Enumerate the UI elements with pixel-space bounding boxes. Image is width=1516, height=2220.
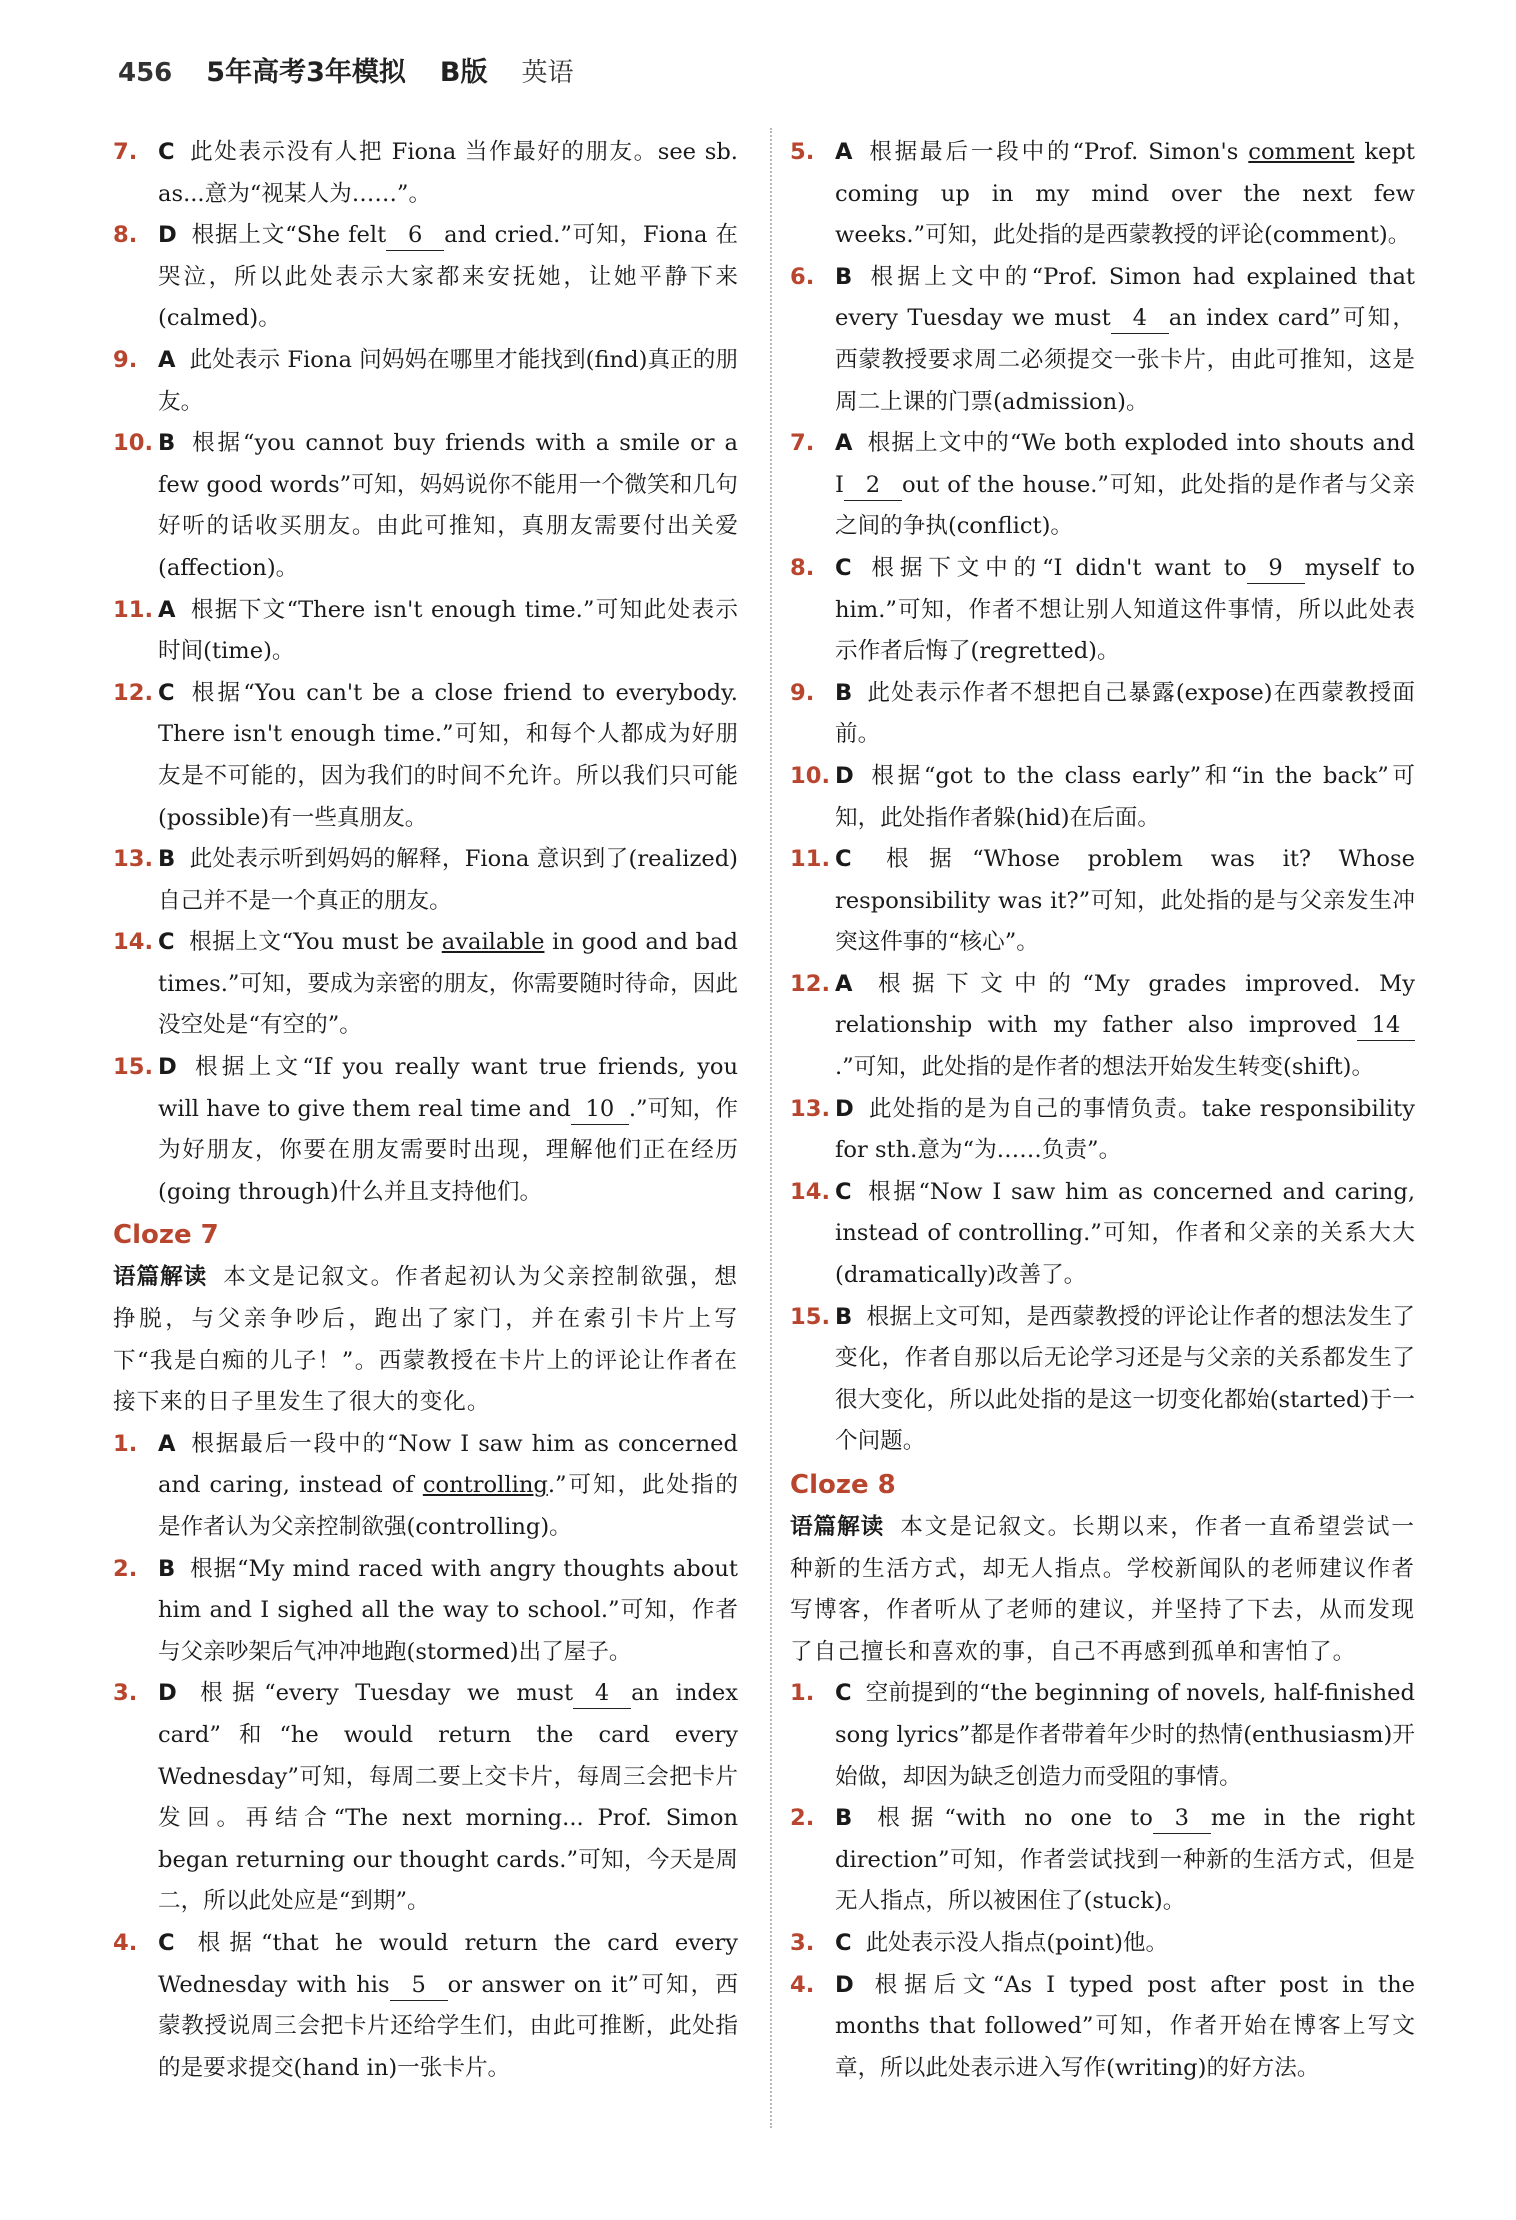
answer-letter: C (158, 929, 175, 956)
item-number: 2. (790, 1805, 815, 1832)
explanation-text: 此处表示作者不想把自己暴露(expose)在西蒙教授面前。 (835, 679, 1415, 748)
explanation-text: or answer on it”可知，西蒙教授说周三会把卡片还给学生们，由此可推断，此处指的是要求提交(hand in)一张卡片。 (158, 1971, 738, 2081)
book-edition: B版 (439, 57, 488, 88)
answer-item (790, 423, 1415, 548)
explanation-text: 此处表示 Fiona 问妈妈在哪里才能找到(find)真正的朋友。 (158, 346, 738, 415)
explanation-text: 根据最后一段中的“Prof. Simon's (866, 139, 1249, 165)
explanation-text: myself to him.”可知，作者不想让别人知道这件事情，所以此处表示作者后悔了(regretted)。 (835, 554, 1415, 665)
answer-letter: B (158, 430, 176, 457)
answer-item (113, 423, 738, 589)
item-number: 10. (113, 430, 154, 457)
explanation-text: an index card”和“he would return the card every Wednesday”可知，每周二要上交卡片，每周三会把卡片发回。再结合“The next morning... Prof. Simon began returning our thought cards.”可知，今天是周二，所以此处应是“到期”。 (158, 1680, 739, 1915)
answer-item (790, 839, 1415, 964)
item-number: 15. (113, 1054, 154, 1081)
item-number: 6. (790, 263, 815, 290)
answer-item (790, 1297, 1415, 1463)
explanation-text: 此处表示没人指点(point)他。 (865, 1929, 1169, 1956)
item-number: 4. (790, 1971, 815, 1998)
answer-letter: C (158, 139, 175, 165)
answer-list (113, 132, 738, 1213)
item-number: 7. (113, 139, 138, 165)
book-title: 5年高考3年模拟 (206, 57, 406, 88)
explanation-text: .”可知，此处指的是作者认为父亲控制欲强(controlling)。 (158, 1472, 738, 1540)
explanation-text: an index card”可知，西蒙教授要求周二必须提交一张卡片，由此可推知，这是周二上课的门票(admission)。 (835, 305, 1415, 415)
answer-item (113, 215, 738, 340)
explanation-text: 此处指的是为自己的事情负责。take responsibility for sth.意为“为……负责”。 (835, 1095, 1415, 1164)
answer-letter: A (835, 139, 853, 165)
blank-number: 14 (1357, 1010, 1415, 1041)
blank-number: 3 (1153, 1803, 1211, 1834)
item-number: 5. (790, 139, 815, 165)
column-divider (770, 128, 772, 2128)
answer-item (790, 1673, 1415, 1798)
cloze7-intro (113, 1257, 738, 1423)
answer-letter: A (835, 970, 853, 997)
item-number: 8. (113, 222, 138, 249)
blank-number: 2 (844, 470, 902, 501)
answer-letter: D (158, 222, 177, 249)
explanation-text: 根据“every Tuesday we must (190, 1680, 574, 1707)
explanation-text: 根据下文“There isn't enough time.”可知此处表示时间(time)。 (158, 596, 738, 665)
blank-number: 9 (1247, 553, 1305, 584)
item-number: 11. (790, 846, 831, 873)
explanation-text: 根据“that he would return the card every Wednesday with his (158, 1929, 738, 1998)
answer-letter: C (835, 846, 852, 873)
answer-list (113, 1424, 738, 2090)
intro-text: 本文是记叙文。作者起初认为父亲控制欲强，想挣脱，与父亲争吵后，跑出了家门，并在索引卡片上写下“我是白痴的儿子！”。西蒙教授在卡片上的评论让作者在接下来的日子里发生了很大的变化。 (113, 1264, 738, 1416)
answer-letter: C (835, 1178, 852, 1205)
explanation-text: 根据上文“She felt (190, 222, 387, 249)
explanation-text: 根据“with no one to (866, 1805, 1153, 1832)
item-number: 15. (790, 1303, 831, 1330)
item-number: 8. (790, 554, 815, 581)
explanation-text: me in the right direction”可知，作者尝试找到一种新的生活方式，但是无人指点，所以被困住了(stuck)。 (835, 1805, 1415, 1915)
item-number: 13. (113, 846, 154, 873)
item-number: 1. (790, 1680, 815, 1707)
answer-letter: C (835, 1680, 852, 1707)
answer-item (790, 1923, 1415, 1965)
explanation-text: .”可知，此处指的是作者的想法开始发生转变(shift)。 (835, 1054, 1375, 1081)
answer-item (113, 132, 738, 215)
answer-letter: C (835, 1929, 852, 1956)
explanation-text: 根据“you cannot buy friends with a smile or a few good words”可知，妈妈说你不能用一个微笑和几句好听的话收买朋友。由此可推知，真朋友需要付出关爱(affection)。 (158, 430, 738, 581)
left-column (113, 132, 738, 2089)
underlined-word: available (441, 929, 545, 956)
explanation-text: 根据上文中的“We both exploded into shouts and I (835, 430, 1415, 498)
page-header (118, 50, 573, 94)
answer-letter: B (158, 846, 176, 873)
item-number: 3. (790, 1929, 815, 1956)
item-number: 12. (113, 679, 154, 706)
section-title-cloze8: Cloze 8 (790, 1470, 896, 1500)
explanation-text: 此处表示没有人把 Fiona 当作最好的朋友。see sb. as...意为“视某人为……”。 (158, 139, 738, 207)
item-number: 7. (790, 430, 815, 457)
right-column (790, 132, 1415, 2089)
answer-item (113, 1923, 738, 2089)
answer-item (113, 922, 738, 1047)
explanation-text: 根据上文“You must be (188, 929, 442, 956)
answer-letter: D (835, 1971, 854, 1998)
answer-item (113, 1549, 738, 1674)
answer-item (113, 340, 738, 423)
answer-item (113, 1047, 738, 1213)
answer-item (113, 1424, 738, 1549)
answer-item (790, 1172, 1415, 1297)
item-number: 10. (790, 762, 831, 789)
explanation-text: 根据上文“If you really want true friends, you will have to give them real time and (158, 1054, 738, 1122)
answer-letter: B (158, 1555, 176, 1582)
answer-item (790, 132, 1415, 257)
answer-letter: A (835, 430, 853, 457)
item-number: 13. (790, 1095, 831, 1122)
item-number: 12. (790, 970, 831, 997)
answer-item (790, 1798, 1415, 1923)
answer-item (790, 756, 1415, 839)
answer-letter: A (158, 1430, 176, 1457)
answer-item (790, 964, 1415, 1089)
answer-item (113, 1673, 738, 1923)
explanation-text: 根据下文中的“My grades improved. My relationship with my father also improved (835, 970, 1415, 1039)
item-number: 4. (113, 1929, 138, 1956)
item-number: 11. (113, 596, 154, 623)
answer-letter: C (835, 554, 852, 581)
answer-item (790, 257, 1415, 423)
explanation-text: 空前提到的“the beginning of novels, half-finished song lyrics”都是作者带着年少时的热情(enthusiasm)开始做，却因为缺乏创造力而受阻的事情。 (835, 1680, 1415, 1790)
item-number: 9. (113, 346, 138, 373)
intro-label: 语篇解读 (790, 1514, 885, 1540)
answer-letter: B (835, 263, 853, 290)
answer-letter: B (835, 1303, 853, 1330)
explanation-text: 根据最后一段中的“Now I saw him as concerned and caring, instead of (158, 1430, 738, 1499)
item-number: 2. (113, 1555, 138, 1582)
answer-item (790, 1965, 1415, 2090)
explanation-text: 根据后文“As I typed post after post in the months that followed”可知，作者开始在博客上写文章，所以此处表示进入写作(writing)的好方法。 (835, 1971, 1415, 2081)
blank-number: 10 (571, 1094, 629, 1125)
explanation-text: out of the house.”可知，此处指的是作者与父亲之间的争执(conflict)。 (835, 471, 1415, 540)
intro-text: 本文是记叙文。长期以来，作者一直希望尝试一种新的生活方式，却无人指点。学校新闻队的老师建议作者写博客，作者听从了老师的建议，并坚持了下去，从而发现了自己擅长和喜欢的事，自己不再感到孤单和害怕了。 (790, 1514, 1415, 1665)
explanation-text: .”可知，作为好朋友，你要在朋友需要时出现，理解他们正在经历(going through)什么并且支持他们。 (158, 1095, 738, 1205)
explanation-text: and cried.”可知，Fiona 在哭泣，所以此处表示大家都来安抚她，让她平静下来(calmed)。 (158, 222, 738, 332)
explanation-text: 根据“Now I saw him as concerned and caring, instead of controlling.”可知，作者和父亲的关系大大(dramatically)改善了。 (835, 1178, 1415, 1289)
answer-item (790, 1089, 1415, 1172)
answer-item (790, 548, 1415, 673)
item-number: 14. (113, 929, 154, 956)
answer-item (790, 673, 1415, 756)
answer-letter: D (158, 1054, 177, 1081)
blank-number: 4 (1111, 303, 1169, 334)
explanation-text: kept coming up in my mind over the next few weeks.”可知，此处指的是西蒙教授的评论(comment)。 (835, 139, 1415, 249)
answer-letter: D (835, 1095, 854, 1122)
explanation-text: 根据“You can't be a close friend to everybody. There isn't enough time.”可知，和每个人都成为好朋友是不可能的，因为我们的时间不允许。所以我们只可能(possible)有一些真朋友。 (158, 679, 738, 831)
answer-item (113, 673, 738, 839)
answer-list (790, 1673, 1415, 2089)
explanation-text: 根据上文中的“Prof. Simon had explained that every Tuesday we must (835, 263, 1415, 332)
explanation-text: 根据上文可知，是西蒙教授的评论让作者的想法发生了变化，作者自那以后无论学习还是与父亲的关系都发生了很大变化，所以此处指的是这一切变化都始(started)于一个问题。 (835, 1303, 1415, 1455)
underlined-word: comment (1248, 139, 1355, 165)
answer-letter: C (158, 1929, 175, 1956)
answer-letter: C (158, 679, 175, 706)
blank-number: 4 (573, 1678, 631, 1709)
explanation-text: 根据下文中的“I didn't want to (865, 554, 1247, 581)
item-number: 1. (113, 1430, 138, 1457)
explanation-text: 此处表示听到妈妈的解释，Fiona 意识到了(realized)自己并不是一个真正的朋友。 (158, 846, 738, 914)
explanation-text: in good and bad times.”可知，要成为亲密的朋友，你需要随时待命，因此没空处是“有空的”。 (158, 929, 738, 1039)
intro-label: 语篇解读 (113, 1264, 208, 1291)
blank-number: 6 (386, 220, 444, 251)
explanation-text: 根据“My mind raced with angry thoughts about him and I sighed all the way to school.”可知，作者与父亲吵架后气冲冲地跑(stormed)出了屋子。 (158, 1555, 738, 1665)
explanation-text: 根据“Whose problem was it? Whose responsibility was it?”可知，此处指的是与父亲发生冲突这件事的“核心”。 (835, 846, 1415, 956)
answer-letter: D (158, 1680, 177, 1707)
item-number: 9. (790, 679, 815, 706)
item-number: 14. (790, 1178, 831, 1205)
section-title-cloze7: Cloze 7 (113, 1220, 219, 1251)
answer-item (113, 590, 738, 673)
cloze8-intro (790, 1507, 1415, 1673)
answer-item (113, 839, 738, 922)
answer-letter: D (835, 762, 854, 789)
explanation-text: 根据“got to the class early”和“in the back”可知，此处指作者躲(hid)在后面。 (835, 762, 1415, 831)
item-number: 3. (113, 1680, 138, 1707)
answer-letter: B (835, 679, 853, 706)
book-subject: 英语 (521, 58, 574, 88)
blank-number: 5 (390, 1970, 448, 2001)
answer-letter: A (158, 346, 176, 373)
page-number: 456 (118, 58, 173, 88)
answer-letter: A (158, 596, 176, 623)
answer-list (790, 132, 1415, 1463)
answer-letter: B (835, 1805, 853, 1832)
underlined-word: controlling (422, 1472, 548, 1499)
